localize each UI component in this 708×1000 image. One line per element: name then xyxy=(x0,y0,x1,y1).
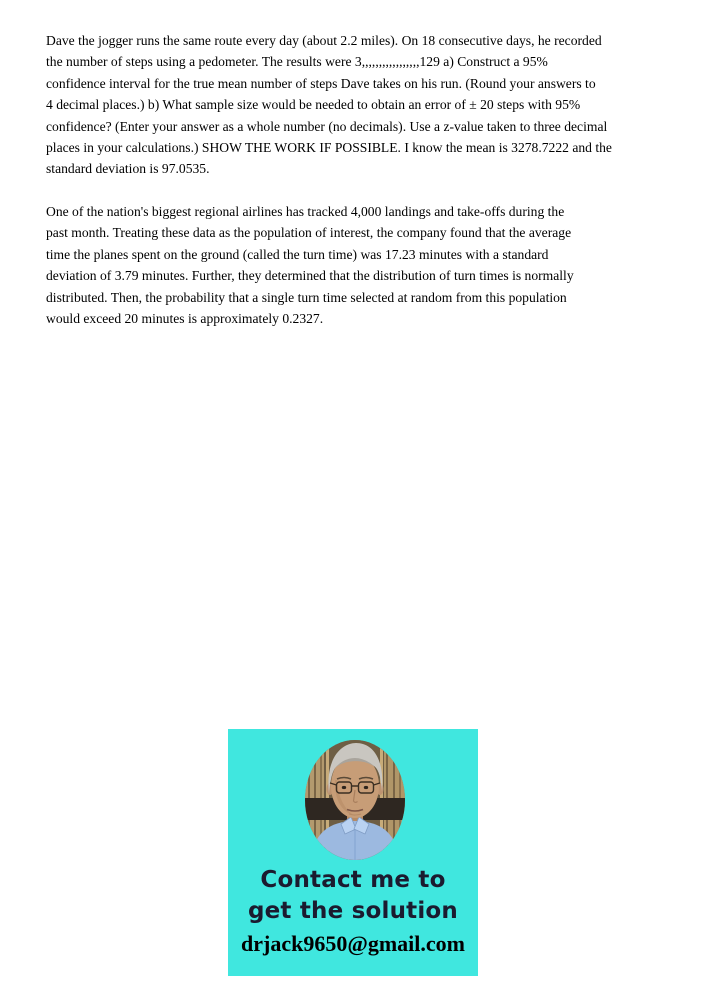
contact-email: drjack9650@gmail.com xyxy=(241,931,465,956)
contact-heading-line2: get the solution xyxy=(247,898,459,924)
contact-heading-line1: Contact me to xyxy=(260,867,446,893)
tutor-portrait-illustration xyxy=(305,740,405,860)
text-line: One of the nation's biggest regional airlines has tracked 4,000 landings and take-offs during the xyxy=(46,204,565,219)
text-line: standard deviation is 97.0535. xyxy=(46,161,210,177)
contact-heading xyxy=(228,865,478,927)
problem-paragraph-jogger xyxy=(46,30,612,180)
problem-paragraph-airline xyxy=(46,201,574,329)
text-line: places in your calculations.) SHOW THE WORK IF POSSIBLE. I know the mean is 3278.7222 and the xyxy=(46,140,612,156)
text-line: past month. Treating these data as the population of interest, the company found that the average xyxy=(46,225,572,241)
text-line: time the planes spent on the ground (called the turn time) was 17.23 minutes with a standard xyxy=(46,246,549,262)
contact-card xyxy=(228,729,478,976)
text-line: 4 decimal places.) b) What sample size would be needed to obtain an error of ± 20 steps with 95% xyxy=(46,97,581,113)
text-line: distributed. Then, the probability that a single turn time selected at random from this population xyxy=(46,289,567,305)
text-line: would exceed 20 minutes is approximately 0.2327. xyxy=(46,311,324,327)
text-line: confidence interval for the true mean number of steps Dave takes on his run. (Round your answers to xyxy=(46,75,596,91)
text-line: Dave the jogger runs the same route every day (about 2.2 miles). On 18 consecutive days, he recorded xyxy=(46,33,602,48)
text-line: deviation of 3.79 minutes. Further, they determined that the distribution of turn times is normally xyxy=(46,268,574,284)
text-line: confidence? (Enter your answer as a whole number (no decimals). Use a z-value taken to three decimal xyxy=(46,118,608,134)
text-line: the number of steps using a pedometer. The results were 3,,,,,,,,,,,,,,,,,129 a) Construct a 95% xyxy=(46,54,548,70)
tutor-portrait-photo xyxy=(305,740,405,860)
